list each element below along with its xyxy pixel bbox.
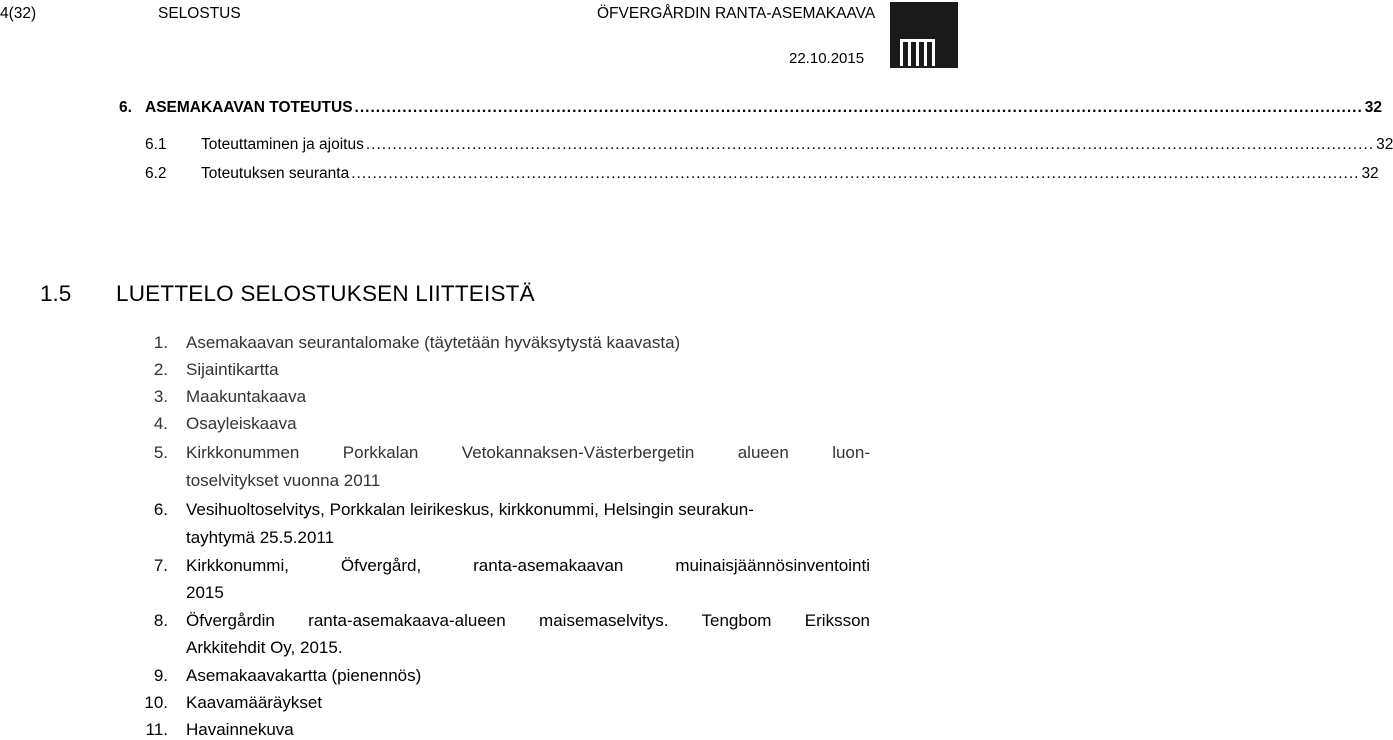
list-item-number: 8. [153,611,168,630]
toc-title: Toteutuksen seuranta [201,165,350,182]
list-item: Havainnekuva [186,720,294,739]
toc-page: 32 [1361,165,1379,182]
header-project-title: ÖFVERGÅRDIN RANTA-ASEMAKAAVA [597,5,876,22]
list-item-number: 11. [145,720,168,739]
list-item: Asemakaavan seurantalomake (täytetään hyväksytystä kaavasta) [186,333,681,352]
company-logo [890,2,958,68]
list-item-continuation: 2015 [186,583,224,602]
toc-leader: .............................................................................................................................................................................................. [365,136,1375,153]
header-date: 22.10.2015 [789,50,865,67]
toc-title: Toteuttaminen ja ajoitus [201,136,364,153]
list-item: Öfvergårdin ranta-asemakaava-alueen maisemaselvitys. Tengbom Eriksson [186,611,870,630]
list-item-number: 7. [153,556,168,575]
toc-leader: .............................................................................................................................................................................................. [351,165,1360,182]
toc-number: 6.2 [145,165,167,182]
list-item: Osayleiskaava [186,414,297,433]
toc-page: 32 [1364,99,1383,116]
toc-number: 6. [119,99,132,116]
list-item-number: 9. [153,666,168,685]
list-item-continuation: Arkkitehdit Oy, 2015. [186,638,343,657]
list-item-number: 1. [153,333,168,352]
toc-number: 6.1 [145,136,167,153]
toc-title: ASEMAKAAVAN TOTEUTUS [145,99,353,116]
list-item: Sijaintikartta [186,360,279,379]
list-item-number: 6. [153,500,168,519]
page-number: 4(32) [0,5,37,22]
list-item: Maakuntakaava [186,387,307,406]
list-item-number: 2. [153,360,168,379]
list-item: Kirkkonummi, Öfvergård, ranta-asemakaavan muinaisjäännösinventointi [186,556,870,575]
list-item: Asemakaavakartta (pienennös) [186,666,422,685]
section-title: LUETTELO SELOSTUKSEN LIITTEISTÄ [116,281,535,306]
toc-leader: .............................................................................................................................................................................................. [354,99,1363,116]
list-item: Vesihuoltoselvitys, Porkkalan leirikeskus, kirkkonummi, Helsingin seurakun- [186,500,754,519]
list-item-number: 10. [144,693,168,712]
list-item: Kaavamääräykset [186,693,323,712]
toc-page: 32 [1376,136,1393,153]
list-item: Kirkkonummen Porkkalan Vetokannaksen-Västerbergetin alueen luon- [186,443,870,462]
header-section: SELOSTUS [158,5,241,22]
list-item-continuation: tayhtymä 25.5.2011 [186,528,335,547]
section-number: 1.5 [40,281,72,306]
list-item-continuation: toselvitykset vuonna 2011 [186,471,381,490]
list-item-number: 5. [153,443,168,462]
list-item-number: 3. [153,387,168,406]
list-item-number: 4. [153,414,168,433]
